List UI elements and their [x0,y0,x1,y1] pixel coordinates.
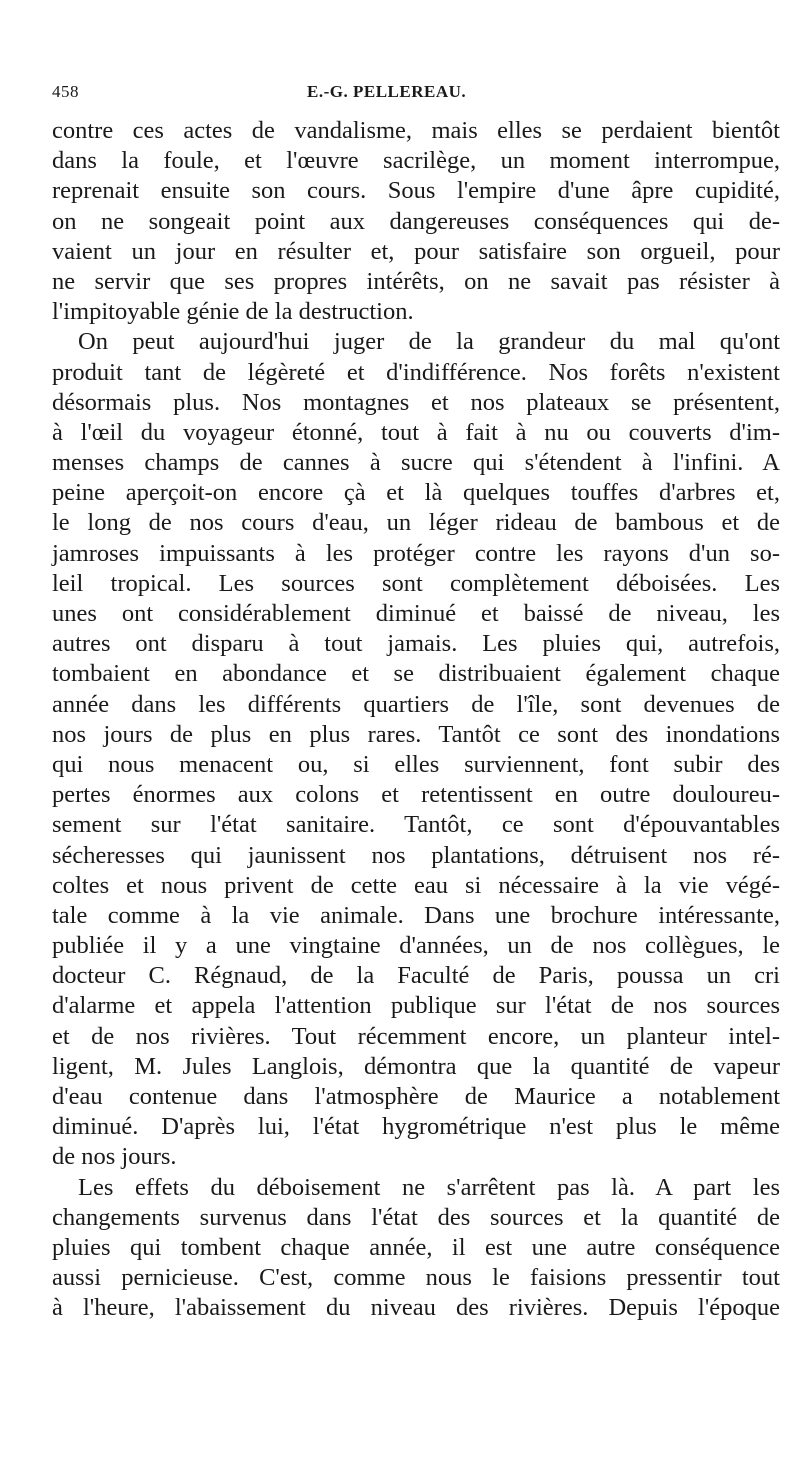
text-line: reprenait ensuite son cours. Sous l'empire d'une âpre cupidité, [52,177,780,205]
text-line: jamroses impuissants à les protéger contre les rayons d'un so- [52,539,780,567]
text-line: diminué. D'après lui, l'état hygrométrique n'est plus le même [52,1113,780,1141]
running-head [52,78,780,108]
text-line: sement sur l'état sanitaire. Tantôt, ce sont d'épouvantables [52,811,780,839]
text-line: On peut aujourd'hui juger de la grandeur du mal qu'ont [78,328,780,356]
text-line: à l'œil du voyageur étonné, tout à fait à nu ou couverts d'im- [52,418,780,446]
text-line: docteur C. Régnaud, de la Faculté de Paris, poussa un cri [52,962,780,990]
text-line: tale comme à la vie animale. Dans une brochure intéressante, [52,901,780,929]
book-page [52,78,780,1324]
body-text [52,116,780,1324]
text-line: désormais plus. Nos montagnes et nos plateaux se présentent, [52,388,780,416]
text-line: à l'heure, l'abaissement du niveau des rivières. Depuis l'époque [52,1294,780,1322]
text-line: peine aperçoit-on encore çà et là quelques touffes d'arbres et, [52,479,780,507]
page-number: 458 [52,82,79,101]
text-line: coltes et nous privent de cette eau si nécessaire à la vie végé- [52,871,780,899]
text-line: changements survenus dans l'état des sources et la quantité de [52,1203,780,1231]
text-line: vaient un jour en résulter et, pour satisfaire son orgueil, pour [52,237,780,265]
text-line: sécheresses qui jaunissent nos plantations, détruisent nos ré- [52,841,780,869]
text-line: le long de nos cours d'eau, un léger rideau de bambous et de [52,509,780,537]
text-line: d'alarme et appela l'attention publique sur l'état de nos sources [52,992,780,1020]
text-line: unes ont considérablement diminué et baissé de niveau, les [52,600,780,627]
text-line: pertes énormes aux colons et retentissent en outre douloureu- [52,781,780,809]
text-line: ne servir que ses propres intérêts, on ne savait pas résister à [52,267,780,295]
text-line: Les effets du déboisement ne s'arrêtent pas là. A part les [78,1173,780,1201]
text-line: leil tropical. Les sources sont complètement déboisées. Les [52,569,780,597]
text-line: d'eau contenue dans l'atmosphère de Maurice a notablement [52,1083,780,1110]
text-line: tombaient en abondance et se distribuaient également chaque [52,660,780,688]
text-line: autres ont disparu à tout jamais. Les pluies qui, autrefois, [52,630,780,658]
text-line: année dans les différents quartiers de l'île, sont devenues de [52,690,780,718]
text-line: publiée il y a une vingtaine d'années, un de nos collègues, le [52,932,780,960]
text-line: nos jours de plus en plus rares. Tantôt ce sont des inondations [52,720,780,748]
running-title: E.-G. PELLEREAU. [307,82,467,101]
text-line: qui nous menacent ou, si elles surviennent, font subir des [52,750,780,778]
text-line: ligent, M. Jules Langlois, démontra que la quantité de vapeur [52,1052,780,1080]
text-line: menses champs de cannes à sucre qui s'étendent à l'infini. A [52,449,780,477]
text-line: de nos jours. [52,1143,177,1171]
text-line: produit tant de légèreté et d'indifférence. Nos forêts n'existent [52,358,780,386]
text-line: aussi pernicieuse. C'est, comme nous le faisions pressentir tout [52,1264,780,1292]
text-line: on ne songeait point aux dangereuses conséquences qui de- [52,207,780,235]
text-line: pluies qui tombent chaque année, il est une autre conséquence [52,1233,780,1261]
text-line: et de nos rivières. Tout récemment encore, un planteur intel- [52,1022,780,1050]
text-line: l'impitoyable génie de la destruction. [52,298,414,326]
text-line: contre ces actes de vandalisme, mais elles se perdaient bientôt [52,117,780,144]
text-line: dans la foule, et l'œuvre sacrilège, un moment interrompue, [52,147,780,175]
